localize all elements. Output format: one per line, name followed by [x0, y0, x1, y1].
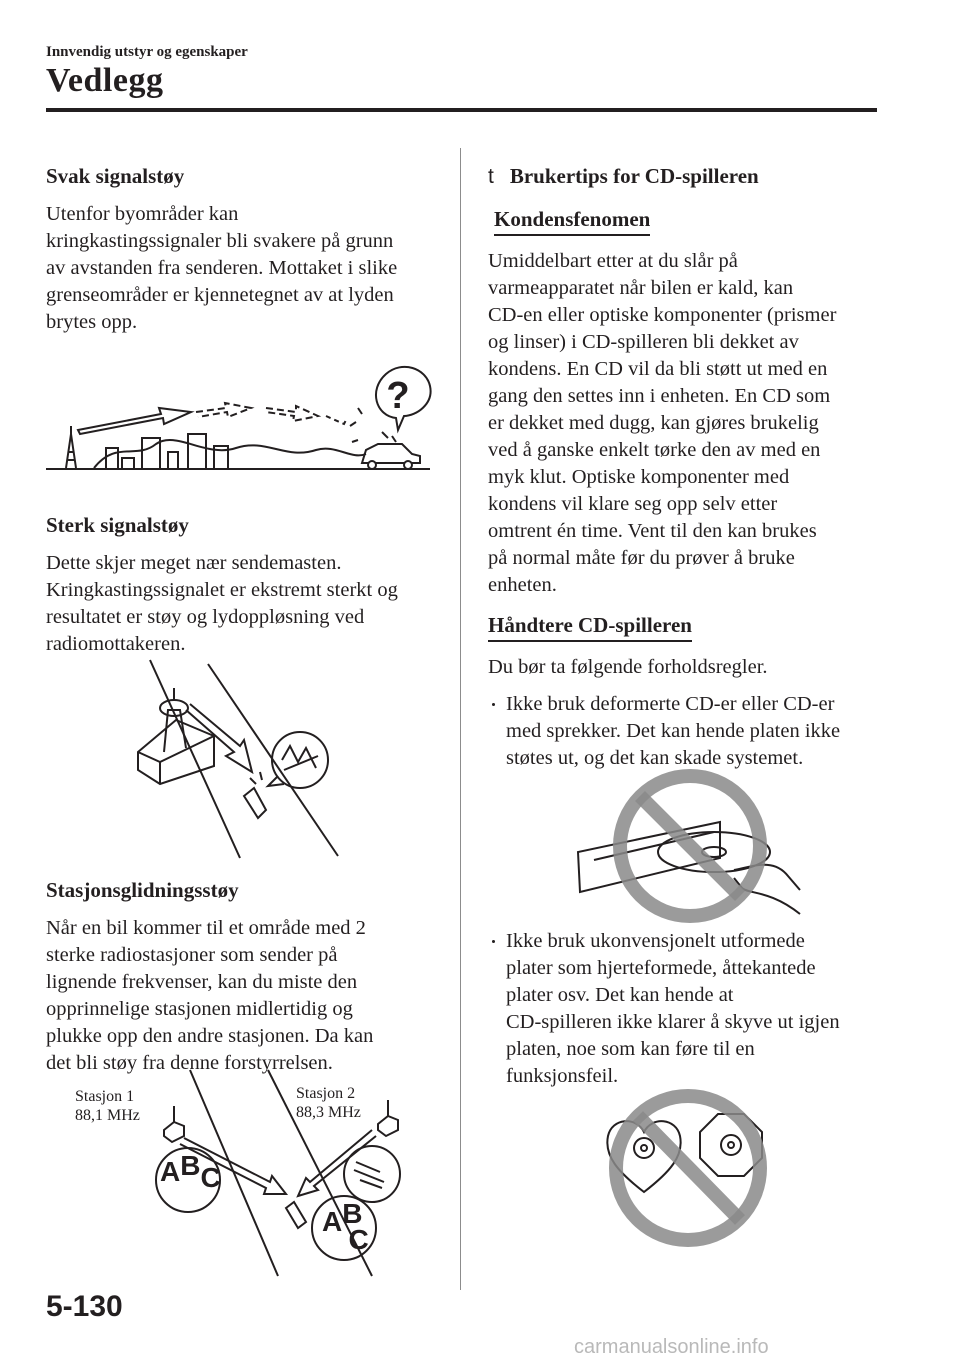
letter-a: A — [322, 1206, 343, 1237]
bullet-dot — [492, 703, 495, 706]
condensation-line: ved å ganske enkelt tørke den av med en — [488, 439, 821, 461]
header-rule — [46, 108, 877, 112]
bullet-line: Ikke bruk deformerte CD-er eller CD-er — [506, 693, 835, 715]
bullet-line: funksjonsfeil. — [506, 1065, 619, 1087]
bullet-line: plater som hjerteformede, åttekantede — [506, 957, 816, 979]
condensation-line: på normal måte før du prøver å bruke — [488, 547, 795, 569]
weak-signal-line: brytes opp. — [46, 311, 138, 333]
letter-a: A — [160, 1156, 181, 1187]
condensation-line: Umiddelbart etter at du slår på — [488, 250, 738, 272]
no-odd-shape-cd-illustration — [598, 1092, 778, 1252]
weak-signal-line: kringkastingssignaler bli svakere på grunn — [46, 230, 394, 252]
no-deformed-cd-illustration — [574, 766, 804, 926]
weak-signal-line: av avstanden fra senderen. Mottaket i slike — [46, 257, 398, 279]
condensation-line: omtrent én time. Vent til den kan brukes — [488, 520, 817, 542]
condensation-line: kondens vil klare seg opp selv etter — [488, 493, 778, 515]
condensation-line: CD-en eller optiske komponenter (prismer — [488, 304, 837, 326]
letter-b: B — [342, 1198, 363, 1229]
bullet-line: støtes ut, og det kan skade systemet. — [506, 747, 804, 769]
condensation-line: og linser) i CD-spilleren bli dekket av — [488, 331, 799, 353]
bullet-line: platen, noe som kan føre til en — [506, 1038, 755, 1060]
bullet-shape-section — [488, 928, 888, 1090]
station1-label — [75, 1087, 140, 1125]
bullet-dot — [492, 940, 495, 943]
glide-title: Stasjonsglidningsstøy — [46, 878, 239, 902]
condensation-title: Kondensfenomen — [494, 207, 650, 236]
bullet-line: plater osv. Det kan hende at — [506, 984, 734, 1006]
condensation-line: myk klut. Optiske komponenter med — [488, 466, 790, 488]
bullet-deformed-cd — [488, 691, 888, 772]
column-divider — [460, 148, 461, 1290]
glide-line: Når en bil kommer til et område med 2 — [46, 917, 366, 939]
strong-signal-line: resultatet er støy og lydoppløsning ved — [46, 606, 365, 628]
station2-name: Stasjon 2 — [296, 1085, 356, 1102]
condensation-line: kondens. En CD vil da bli støtt ut med en — [488, 358, 828, 380]
strong-signal-title: Sterk signalstøy — [46, 513, 189, 537]
station1-freq: 88,1 MHz — [75, 1107, 140, 1124]
section-title: Innvendig utstyr og egenskaper — [46, 44, 248, 60]
glide-line: plukke opp den andre stasjonen. Da kan — [46, 1025, 374, 1047]
cd-tips-title: Brukertips for CD-spilleren — [509, 164, 759, 188]
abc-letters-1 — [160, 1150, 221, 1193]
strong-signal-line: Dette skjer meget nær sendemasten. — [46, 552, 342, 574]
weak-signal-line: grenseområder er kjennetegnet av at lyden — [46, 284, 394, 306]
station1-name: Stasjon 1 — [75, 1088, 135, 1105]
handling-intro: Du bør ta følgende forholdsregler. — [488, 656, 768, 678]
condensation-line: varmeapparatet når bilen er kald, kan — [488, 277, 794, 299]
weak-signal-line: Utenfor byområder kan — [46, 203, 239, 225]
letter-c: C — [348, 1224, 369, 1255]
condensation-line: gang den settes inn i enheten. En CD som — [488, 385, 831, 407]
weak-signal-title: Svak signalstøy — [46, 164, 185, 188]
glide-line: sterke radiostasjoner som sender på — [46, 944, 338, 966]
weak-signal-section — [46, 164, 446, 336]
bullet-line: Ikke bruk ukonvensjonelt utformede — [506, 930, 805, 952]
bullet-line: CD-spilleren ikke klarer å skyve ut igjen — [506, 1011, 840, 1033]
handling-title: Håndtere CD-spilleren — [488, 613, 692, 642]
bullet-odd-shape — [488, 928, 888, 1090]
strong-signal-line: Kringkastingssignalet er ekstremt sterkt og — [46, 579, 398, 601]
station2-freq: 88,3 MHz — [296, 1104, 361, 1121]
glide-line: lignende frekvenser, kan du miste den — [46, 971, 358, 993]
strong-signal-section — [46, 513, 446, 658]
glide-section — [46, 878, 446, 1077]
weak-signal-illustration — [46, 350, 436, 475]
glide-line: det bli støy fra denne forstyrrelsen. — [46, 1052, 333, 1074]
condensation-line: enheten. — [488, 574, 557, 596]
cd-tips-heading — [488, 164, 888, 189]
letter-c: C — [200, 1162, 221, 1193]
watermark: carmanualsonline.info — [574, 1336, 769, 1358]
abc-letters-2 — [322, 1198, 383, 1255]
strong-signal-line: radiomottakeren. — [46, 633, 186, 655]
glide-line: opprinnelige stasjonen midlertidig og — [46, 998, 353, 1020]
strong-signal-illustration — [130, 660, 350, 860]
chapter-title: Vedlegg — [46, 62, 164, 99]
letter-b: B — [180, 1150, 201, 1181]
cd-tips-section — [488, 164, 888, 772]
condensation-line: er dekket med dugg, kan gjøres brukelig — [488, 412, 819, 434]
tips-marker: t — [488, 165, 494, 188]
bullet-line: med sprekker. Det kan hende platen ikke — [506, 720, 841, 742]
svg-text:?: ? — [386, 375, 410, 417]
page-number: 5-130 — [46, 1290, 123, 1323]
